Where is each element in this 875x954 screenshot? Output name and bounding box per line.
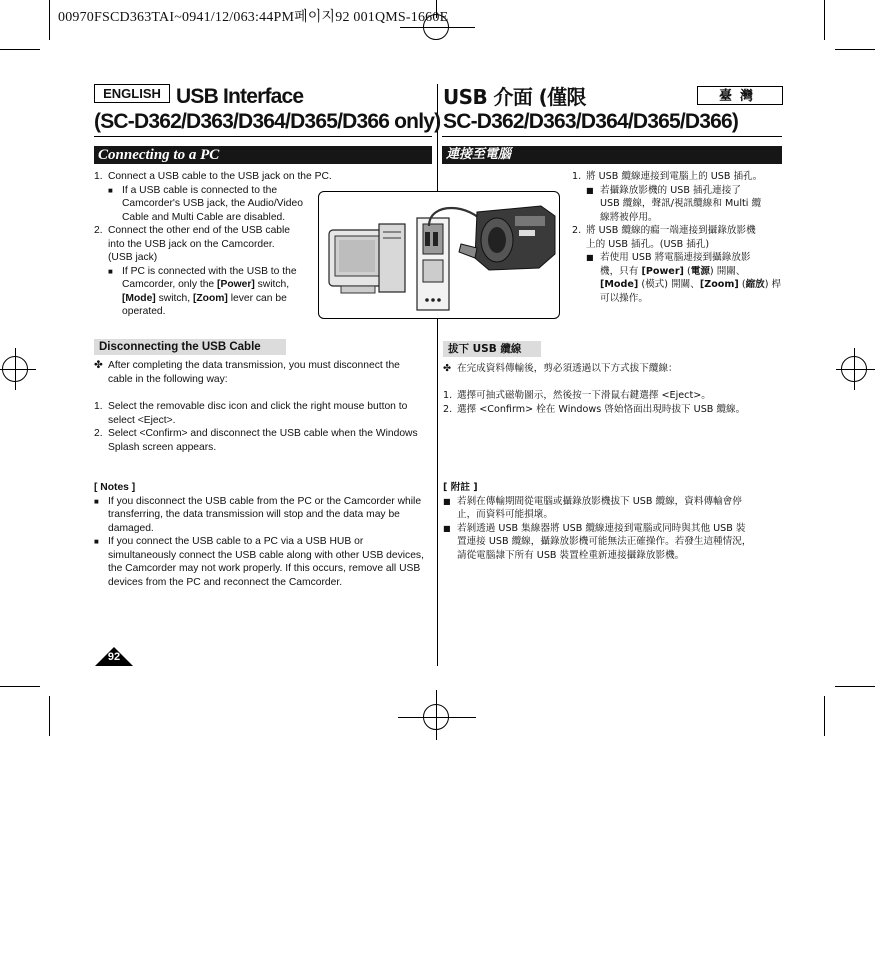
list-item	[443, 403, 783, 417]
list-item	[572, 170, 784, 184]
intro-text: cable in the following way:	[108, 373, 228, 385]
print-slug: 00970FSCD363TAI~0941/12/063:44PM페이지92 001QMS-1660E	[58, 10, 449, 25]
page-number: 92	[107, 651, 121, 663]
disconnect-steps-zh	[443, 389, 783, 416]
crop-mark	[436, 690, 437, 740]
bullet-icon: ■	[108, 266, 113, 276]
list-item	[94, 400, 434, 414]
list-item	[443, 362, 783, 376]
note-text: 請從電腦隷下所有 USB 裝置栓重新連接攝錄放影機。	[457, 549, 685, 561]
list-item	[94, 535, 434, 549]
step-text: operated.	[122, 306, 166, 317]
list-item	[94, 359, 434, 373]
column-divider	[437, 84, 438, 666]
step-text	[94, 278, 354, 292]
mode-label: [Mode]	[122, 292, 156, 304]
zoom-label-zh: 縮放	[745, 279, 765, 290]
list-item	[94, 184, 354, 198]
crop-mark	[0, 686, 40, 687]
crop-mark	[400, 27, 475, 28]
text-run: (模式) 開關、	[638, 279, 700, 290]
text-run: (	[738, 279, 746, 290]
note-text: 若剝透過 USB 集線器將 USB 纜線連接到電腦或同時與其他 USB 裝	[457, 522, 746, 534]
step-text: 可以操作。	[600, 292, 648, 304]
note-text: If you disconnect the USB cable from the PC or the Camcorder while	[108, 495, 422, 507]
section-header-zh: 連接至電腦	[442, 146, 782, 164]
step-text: If a USB cable is connected to the	[122, 184, 278, 196]
crop-mark	[835, 686, 875, 687]
crop-mark	[0, 369, 36, 370]
notes	[94, 481, 434, 589]
bullet-icon: ■	[94, 537, 99, 546]
text-run: switch,	[155, 292, 193, 304]
page-title-model	[94, 109, 440, 135]
title-line: (SC-D362/D363/D364/D365/D366 only)	[94, 110, 441, 133]
step-number: 2.	[94, 225, 103, 236]
step-text: 若使用 USB 將電腦連接到攝錄放影	[600, 252, 751, 263]
list-item	[94, 224, 354, 238]
pc-camcorder-illustration	[318, 191, 560, 319]
text-run: ) 桿	[764, 279, 782, 290]
page-title-zh-model	[443, 109, 738, 135]
step-number: 2.	[443, 403, 453, 415]
step-text: 將 USB 纜線的瘺一端連接到攝錄放影機	[586, 225, 756, 236]
power-label: [Power]	[641, 265, 684, 277]
disconnect-intro	[94, 359, 434, 386]
disconnect-steps	[94, 400, 434, 454]
section-header: Connecting to a PC	[94, 146, 432, 164]
connect-steps	[94, 170, 354, 319]
list-item	[443, 389, 783, 403]
zoom-label: [Zoom]	[699, 279, 739, 290]
step-number: 1.	[94, 171, 103, 182]
note-text: transferring, the data transmission will stop and the data may be	[108, 509, 400, 520]
step-text: Select the removable disc icon and click the right mouse button to	[108, 401, 408, 412]
language-badge: ENGLISH	[94, 84, 170, 103]
list-item	[443, 495, 783, 509]
note-text: If you connect the USB cable to a PC via a USB HUB or	[108, 536, 364, 547]
step-number: 2.	[94, 428, 103, 439]
step-text	[572, 278, 784, 292]
notes-title: [ Notes ]	[94, 482, 136, 493]
subsection-header: Disconnecting the USB Cable	[94, 339, 286, 355]
intro-text: After completing the data transmission, you must disconnect the	[108, 360, 400, 371]
list-item	[94, 265, 354, 279]
bullet-icon: ■	[443, 496, 451, 506]
step-number: 1.	[443, 390, 453, 401]
list-item	[572, 184, 784, 198]
crop-mark	[0, 49, 40, 50]
crop-mark	[398, 717, 476, 718]
step-text: 將 USB 纜線連接到電腦上的 USB 插孔。	[586, 171, 763, 182]
power-label: [Power]	[217, 279, 255, 290]
step-text: 選擇可抽式磁勒圖示，然後按一下滑鼠右鍵選擇 <Eject>。	[457, 390, 711, 401]
list-item	[572, 224, 784, 238]
title-line: USB 介面 (僅限	[443, 85, 586, 109]
intro-text: 在完成資料傳輸後，剪必須透過以下方式拔下纜線：	[457, 363, 678, 374]
notes-title: [ 附註 ]	[443, 482, 478, 493]
note-text: 置連接 USB 纜線，攝錄放影機可能無法正確操作。若發生這種情況，	[457, 536, 752, 547]
step-text: 若攝錄放影機的 USB 插孔連接了	[600, 184, 741, 196]
disconnect-intro-zh	[443, 362, 783, 376]
language-badge-taiwan: 臺灣	[697, 86, 783, 105]
crop-mark	[824, 0, 825, 40]
step-text: Cable and Multi Cable are disabled.	[122, 211, 286, 223]
mode-label: [Mode]	[600, 279, 639, 290]
step-text: select <Eject>.	[108, 414, 176, 426]
list-item	[94, 170, 354, 184]
text-run: ) 開關、	[709, 265, 746, 277]
cross-icon: ✤	[94, 360, 103, 371]
step-text: Select <Confirm> and disconnect the USB cable when the Windows	[108, 428, 418, 439]
crop-mark	[49, 696, 50, 736]
list-item	[443, 522, 783, 536]
note-text: devices from the PC and reconnect the Camcorder.	[108, 576, 343, 588]
text-run: (	[683, 265, 691, 277]
list-item	[94, 427, 434, 441]
connect-steps-zh	[572, 170, 784, 305]
bullet-icon: ■	[443, 523, 451, 533]
step-text: Camcorder's USB jack, the Audio/Video	[122, 198, 303, 209]
page-title-zh	[443, 84, 586, 110]
cross-icon: ✤	[443, 363, 452, 374]
note-text: the Camcorder may not work properly. If this occurs, remove all USB	[108, 563, 421, 574]
list-item	[572, 251, 784, 265]
text-run: lever can be	[227, 292, 287, 304]
step-text: (USB jack)	[108, 252, 158, 263]
title-rule	[94, 136, 432, 137]
illustration-svg	[319, 192, 559, 318]
crop-mark	[835, 49, 875, 50]
crop-mark	[836, 369, 875, 370]
step-text	[94, 292, 354, 306]
title-line: USB Interface	[176, 85, 304, 108]
step-text: Connect a USB cable to the USB jack on the PC.	[108, 171, 332, 182]
step-text: Connect the other end of the USB cable	[108, 225, 291, 236]
step-text: 上的 USB 插孔。(USB 插孔)	[586, 238, 710, 250]
step-number: 1.	[94, 401, 103, 412]
note-text: 止，而資料可能損壞。	[457, 509, 553, 520]
note-text: 若剝在傳輸期間從電腦或攝錄放影機拔下 USB 纜線，資料傳輸會停	[457, 495, 742, 507]
bullet-icon: ■	[586, 185, 594, 195]
power-label-zh: 電源	[690, 265, 710, 277]
notes-zh	[443, 481, 783, 562]
step-text: 線將被停用。	[600, 211, 658, 223]
crop-mark	[824, 696, 825, 736]
text-run: 機，只有	[600, 265, 642, 277]
bullet-icon: ■	[108, 185, 113, 195]
subsection-header-zh: 拔下 USB 纜線	[443, 341, 541, 357]
note-text: simultaneously connect the USB cable along with other USB devices,	[108, 549, 424, 561]
crop-mark	[49, 0, 50, 40]
step-text: If PC is connected with the USB to the	[122, 265, 297, 277]
step-text	[572, 265, 784, 279]
title-rule	[442, 136, 782, 137]
bullet-icon: ■	[586, 253, 594, 262]
step-text: into the USB jack on the Camcorder.	[108, 238, 275, 250]
crop-mark	[854, 348, 855, 390]
list-item	[94, 495, 434, 509]
step-text: Splash screen appears.	[108, 441, 217, 453]
text-run: Camcorder, only the	[122, 279, 218, 290]
step-text: USB 纜線，聲訊/視訊纜線和 Multi 纜	[600, 198, 762, 209]
note-text: damaged.	[108, 522, 154, 534]
zoom-label: [Zoom]	[192, 292, 228, 304]
bullet-icon: ■	[94, 496, 99, 506]
step-text: 選擇 <Confirm> 栓在 Windows 啓始恪面出現時拔下 USB 纜線。	[457, 403, 746, 415]
title-line: SC-D362/D363/D364/D365/D366)	[443, 110, 739, 133]
crop-mark	[15, 348, 16, 390]
step-number: 1.	[572, 171, 582, 182]
text-run: switch,	[254, 279, 290, 290]
page-title	[176, 84, 303, 110]
step-number: 2.	[572, 225, 582, 236]
